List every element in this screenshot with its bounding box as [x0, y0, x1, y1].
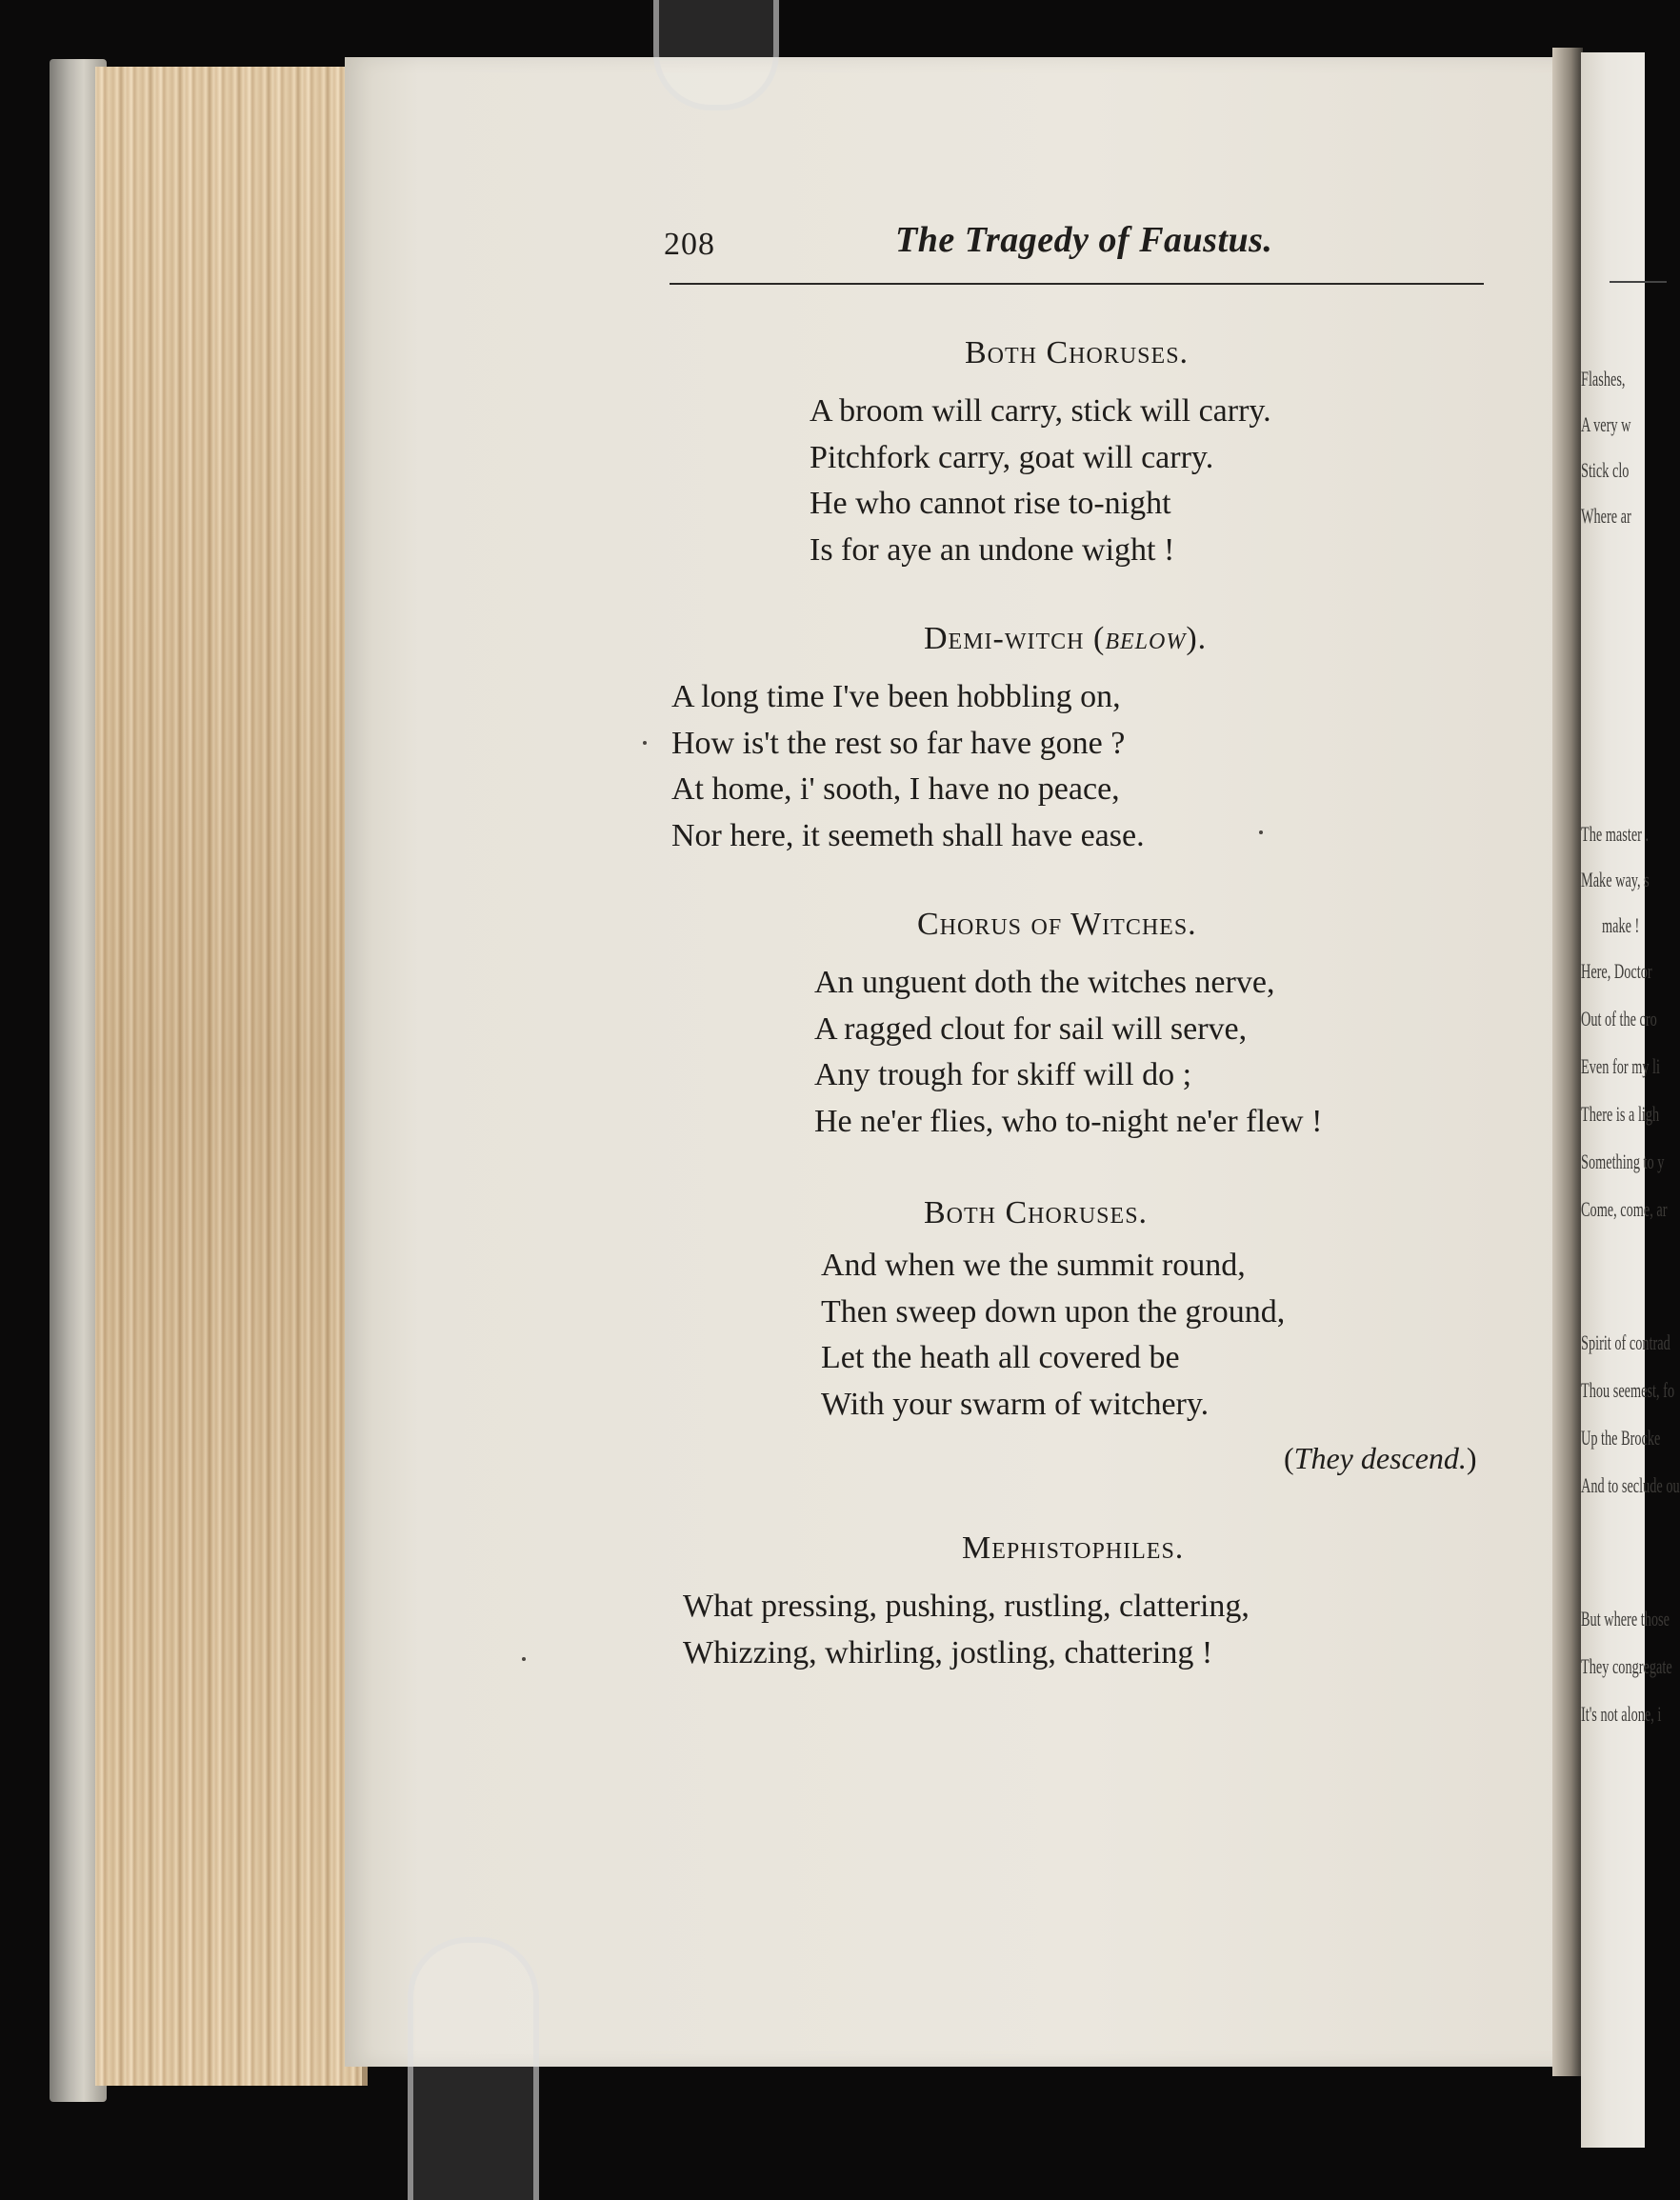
facing-line: There is a ligh — [1581, 1102, 1660, 1126]
verse-line: A ragged clout for sail will serve, — [814, 1010, 1248, 1047]
verse-stanza — [683, 1584, 1250, 1676]
paper-speck — [1259, 830, 1263, 834]
verse-stanza — [821, 1243, 1285, 1428]
verse-line: Let the heath all covered be — [821, 1340, 1180, 1375]
facing-line: Even for my li — [1581, 1054, 1661, 1078]
verse-line: Nor here, it seemeth shall have ease. — [671, 817, 1145, 853]
speaker-heading: Both Choruses. — [924, 1195, 1149, 1230]
verse-line: Is for aye an undone wight ! — [810, 531, 1175, 568]
verse-line: Then sweep down upon the ground, — [821, 1293, 1286, 1330]
verse-line: Whizzing, whirling, jostling, chattering ! — [683, 1634, 1213, 1670]
speaker-heading: Mephistophiles. — [962, 1530, 1185, 1566]
facing-line: But where those — [1581, 1607, 1670, 1630]
verse-line: With your swarm of witchery. — [821, 1386, 1210, 1422]
facing-line: make ! — [1602, 913, 1640, 937]
verse-line: A broom will carry, stick will carry. — [810, 393, 1271, 429]
speaker-heading: Both Choruses. — [965, 335, 1190, 370]
verse-stanza — [814, 960, 1322, 1145]
facing-line: Spirit of contrad — [1581, 1330, 1670, 1354]
stage-direction: (They descend.) — [1284, 1441, 1477, 1475]
running-title: The Tragedy of Faustus. — [895, 220, 1273, 260]
paper-speck — [643, 741, 647, 745]
speaker-name: Demi-witch — [924, 621, 1085, 656]
verse-line: Any trough for skiff will do ; — [814, 1057, 1192, 1092]
verse-stanza — [810, 389, 1271, 573]
facing-line: Out of the cro — [1581, 1007, 1657, 1030]
stage-direction-text: They descend. — [1293, 1441, 1467, 1475]
facing-line: It's not alone, i — [1581, 1702, 1662, 1726]
verse-stanza — [671, 674, 1145, 859]
facing-line: The master . — [1581, 822, 1650, 846]
facing-line: They congregate — [1581, 1654, 1672, 1678]
facing-line: Thou seemest, fo — [1581, 1378, 1675, 1402]
facing-line: Here, Doctor — [1581, 959, 1652, 983]
facing-line: Make way, s — [1581, 868, 1650, 891]
facing-line: Come, come, ar — [1581, 1197, 1668, 1221]
speaker-note: below — [1105, 621, 1187, 656]
facing-line: A very w — [1581, 412, 1631, 436]
verse-line: Pitchfork carry, goat will carry. — [810, 439, 1214, 475]
facing-line: Flashes, — [1581, 367, 1626, 390]
verse-line: He who cannot rise to-night — [810, 486, 1171, 521]
facing-line: And to seclude ou — [1581, 1473, 1680, 1497]
verse-line: What pressing, pushing, rustling, clattering, — [683, 1589, 1250, 1624]
verse-line: A long time I've been hobbling on, — [671, 679, 1121, 714]
paper-speck — [522, 1657, 526, 1661]
verse-line: At home, i' sooth, I have no peace, — [671, 771, 1120, 807]
verse-line: And when we the summit round, — [821, 1248, 1246, 1283]
facing-line: Something to y — [1581, 1150, 1665, 1173]
verse-line: He ne'er flies, who to-night ne'er flew ! — [814, 1103, 1323, 1139]
facing-line: Stick clo — [1581, 458, 1630, 482]
verse-line: How is't the rest so far have gone ? — [671, 725, 1126, 761]
page-number: 208 — [664, 227, 715, 262]
facing-line: Up the Brocke — [1581, 1426, 1661, 1450]
header-rule — [670, 283, 1484, 285]
facing-line: Where ar — [1581, 504, 1631, 528]
speaker-heading: Demi-witch (below). — [924, 621, 1208, 656]
speaker-heading: Chorus of Witches. — [917, 907, 1197, 942]
verse-line: An unguent doth the witches nerve, — [814, 965, 1275, 1000]
